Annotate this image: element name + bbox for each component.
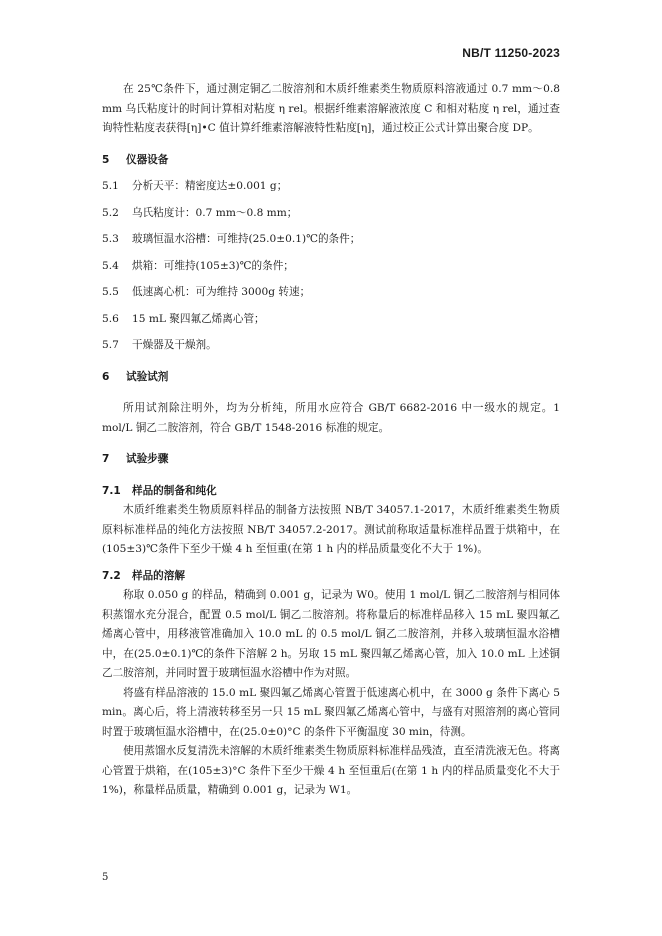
item-number: 5.4 bbox=[102, 259, 119, 272]
section-5-heading bbox=[102, 151, 560, 171]
section-title: 仪器设备 bbox=[126, 153, 169, 166]
item-text: 玻璃恒温水浴槽：可维持(25.0±0.1)℃的条件； bbox=[132, 233, 361, 245]
item-number: 5.5 bbox=[102, 286, 119, 298]
list-item bbox=[102, 283, 560, 303]
list-item bbox=[102, 204, 560, 224]
section-6-paragraph: 所用试剂除注明外，均为分析纯，所用水应符合 GB/T 6682-2016 中一级水的规定。1 mol/L 铜乙二胺溶剂，符合 GB/T 1548-2016 标准的规定。 bbox=[102, 402, 560, 434]
list-item bbox=[102, 257, 560, 277]
standard-code: NB/T 11250-2023 bbox=[462, 46, 560, 60]
subsection-7-2-heading bbox=[102, 567, 560, 587]
section-number: 7 bbox=[102, 453, 110, 465]
item-text: 干燥器及干燥剂。 bbox=[132, 339, 217, 351]
item-number: 5.6 bbox=[102, 312, 119, 325]
subsection-7-2-paragraph-2: 将盛有样品溶液的 15.0 mL 聚四氟乙烯离心管置于低速离心机中，在 3000 g 条件下离心 5 min。离心后，将上清液转移至另一只 15 mL 聚四氟乙烯离心管中，与盛有对照溶剂的离心管同时置于玻璃恒温水浴槽中，在(25.0±0)°C 的条件下平衡温度 30 min，待测。 bbox=[102, 686, 560, 738]
item-text: 乌氏粘度计：0.7 mm～0.8 mm； bbox=[132, 206, 298, 219]
intro-paragraph: 在 25℃条件下，通过测定铜乙二胺溶剂和木质纤维素类生物质原料溶液通过 0.7 mm～0.8 mm 乌氏粘度计的时间计算相对粘度 η rel。根据纤维素溶解液浓度 C 和相对粘度 η rel，通过查询特性粘度表获得[η]•C 值计算纤维素溶解液特性粘度[η]，通过校正公式计算出聚合度 DP。 bbox=[102, 83, 560, 134]
item-text: 烘箱：可维持(105±3)℃的条件； bbox=[132, 259, 294, 272]
list-item bbox=[102, 230, 560, 250]
subsection-number: 7.1 bbox=[102, 484, 121, 497]
list-item bbox=[102, 336, 560, 356]
item-text: 15 mL 聚四氟乙烯离心管； bbox=[132, 312, 265, 325]
section-7-heading bbox=[102, 450, 560, 470]
subsection-number: 7.2 bbox=[102, 569, 121, 582]
item-number: 5.3 bbox=[102, 233, 119, 245]
document-body bbox=[102, 80, 560, 801]
section-title: 试验试剂 bbox=[126, 370, 169, 383]
subsection-7-2-paragraph-3: 使用蒸馏水反复清洗未溶解的木质纤维素类生物质原料标准样品残渣，直至清洗液无色。将离心管置于烘箱，在(105±3)°C 条件下至少干燥 4 h 至恒重后(在第 1 h 内的样品质量变化不大于 1%)，称量样品质量，精确到 0.001 g，记录为 W1。 bbox=[102, 745, 560, 796]
item-text: 低速离心机：可为维持 3000g 转速； bbox=[132, 286, 311, 298]
section-number: 5 bbox=[102, 153, 110, 166]
section-6-heading bbox=[102, 368, 560, 388]
page-number: 5 bbox=[102, 872, 109, 883]
subsection-title: 样品的制备和纯化 bbox=[132, 484, 217, 497]
subsection-7-1-heading bbox=[102, 482, 560, 502]
item-number: 5.7 bbox=[102, 339, 119, 351]
list-item bbox=[102, 177, 560, 197]
item-number: 5.1 bbox=[102, 180, 119, 192]
subsection-7-2-paragraph-1: 称取 0.050 g 的样品，精确到 0.001 g，记录为 W0。使用 1 mol/L 铜乙二胺溶剂与相同体积蒸馏水充分混合，配置 0.5 mol/L 铜乙二胺溶剂。将称量后的标准样品移入 15 mL 聚四氟乙烯离心管中，用移液管准确加入 10.0 mL 的 0.5 mol/L 铜乙二胺溶剂，并移入玻璃恒温水浴槽中，在(25.0±0.1)℃的条件下溶解 2 h。另取 15 mL 聚四氟乙烯离心管，加入 10.0 mL 上述铜乙二胺溶剂，并同时置于玻璃恒温水浴槽中作为对照。 bbox=[102, 589, 560, 679]
item-text: 分析天平：精密度达±0.001 g； bbox=[132, 180, 288, 192]
list-item bbox=[102, 310, 560, 330]
section-number: 6 bbox=[102, 370, 110, 383]
item-number: 5.2 bbox=[102, 206, 119, 219]
section-title: 试验步骤 bbox=[126, 453, 169, 465]
subsection-title: 样品的溶解 bbox=[132, 569, 185, 582]
subsection-7-1-paragraph: 木质纤维素类生物质原料样品的制备方法按照 NB/T 34057.1-2017，木质纤维素类生物质原料标准样品的纯化方法按照 NB/T 34057.2-2017。测试前称取适量标准样品置于烘箱中，在(105±3)℃条件下至少干燥 4 h 至恒重(在第 1 h 内的样品质量变化不大于 1%)。 bbox=[102, 504, 560, 555]
